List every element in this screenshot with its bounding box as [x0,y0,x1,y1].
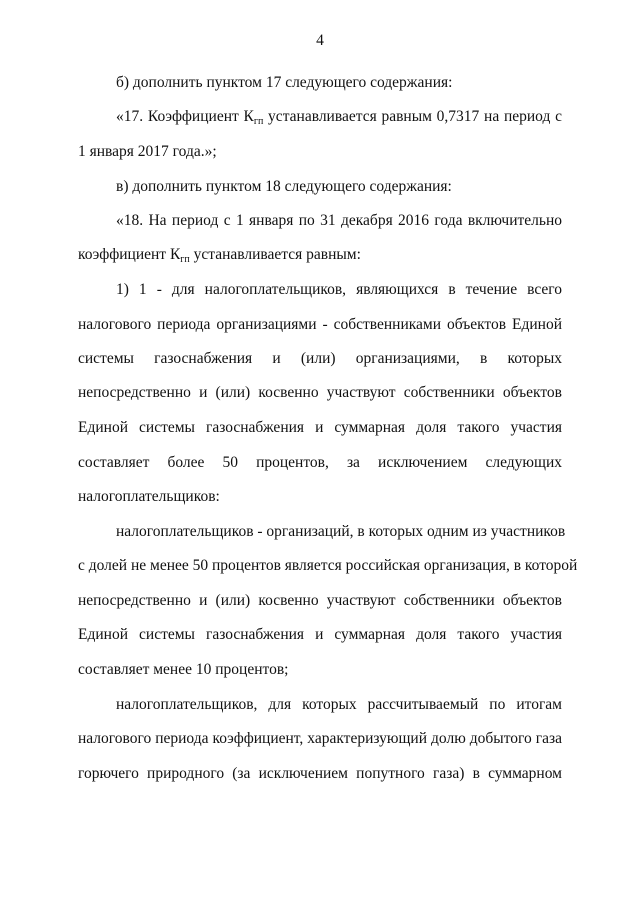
text-line: составляет менее 10 процентов; [78,661,289,678]
text-fragment: устанавливается равным 0,7317 на период с [263,108,562,125]
text-line: налогового периода коэффициент, характеризующий долю добытого газа [78,730,562,747]
text-line: «18. На период с 1 января по 31 декабря 2016 года включительно [116,212,562,229]
text-line: непосредственно и (или) косвенно участвуют собственники объектов [78,384,562,401]
text-line: б) дополнить пунктом 17 следующего содержания: [116,74,453,91]
page-number: 4 [316,32,324,49]
text-line: составляет более 50 процентов, за исключением следующих [78,454,562,471]
text-line: Единой системы газоснабжения и суммарная доля такого участия [78,626,562,643]
text-line: 1) 1 - для налогоплательщиков, являющихся в течение всего [116,281,562,298]
text-fragment: коэффициент К [78,246,181,263]
text-fragment: устанавливается равным: [189,246,361,263]
text-line: налогоплательщиков, для которых рассчитываемый по итогам [116,696,562,713]
text-line: непосредственно и (или) косвенно участвуют собственники объектов [78,592,562,609]
text-fragment: «17. Коэффициент К [116,108,254,125]
text-line [78,246,562,266]
text-line: налогоплательщиков: [78,488,220,505]
text-line: 1 января 2017 года.»; [78,143,217,160]
subscript: гп [180,254,190,265]
text-line: Единой системы газоснабжения и суммарная доля такого участия [78,419,562,436]
text-line: с долей не менее 50 процентов является российская организация, в которой [78,557,578,574]
subscript: гп [253,116,264,127]
text-line: налогового периода организациями - собственниками объектов Единой [78,316,562,333]
text-line: горючего природного (за исключением попутного газа) в суммарном [78,765,562,782]
text-line: налогоплательщиков - организаций, в которых одним из участников [116,523,566,540]
text-line: системы газоснабжения и (или) организациями, в которых [78,350,562,367]
text-line [116,108,562,128]
text-line: в) дополнить пунктом 18 следующего содержания: [116,178,452,195]
